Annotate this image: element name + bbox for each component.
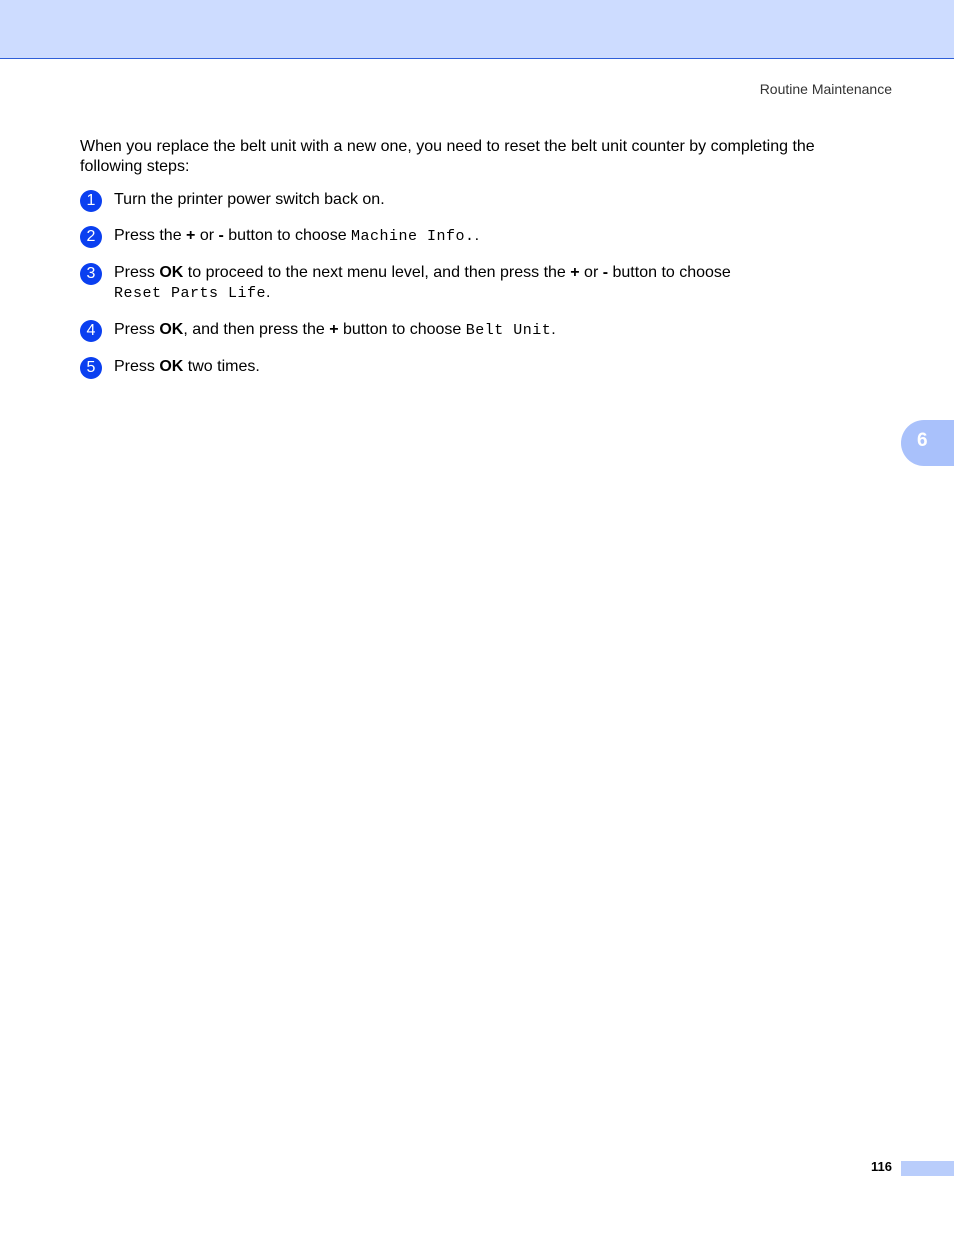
- step-number-badge: 1: [80, 190, 102, 212]
- step-number-badge: 3: [80, 263, 102, 285]
- page-number: 116: [871, 1159, 892, 1174]
- menu-option-text: Reset Parts Life: [114, 285, 267, 302]
- step-text: [114, 358, 260, 375]
- key-label: OK: [159, 264, 184, 281]
- step-text-run: button to choose: [608, 264, 731, 281]
- step-text: [114, 227, 479, 244]
- menu-option-text: Machine Info.: [351, 228, 475, 245]
- chapter-tab: 6: [901, 420, 954, 466]
- step-text: [114, 321, 556, 338]
- key-label: +: [329, 321, 339, 338]
- step-text-run: Press: [114, 264, 160, 281]
- step-text-run: button to choose: [223, 227, 352, 244]
- step-text-run: or: [579, 264, 603, 281]
- intro-paragraph: When you replace the belt unit with a new one, you need to reset the belt unit counter by completing the following steps:: [80, 138, 815, 175]
- step-text-run: , and then press the: [183, 321, 330, 338]
- step-text-run: .: [474, 227, 480, 244]
- step-number-badge: 5: [80, 357, 102, 379]
- step-text-run: two times.: [183, 358, 260, 375]
- step-text-run: .: [551, 321, 556, 338]
- step-text-run: .: [266, 284, 271, 301]
- step-text-run: to proceed to the next menu level, and then press the: [183, 264, 571, 281]
- step-text-run: Press the: [114, 227, 187, 244]
- running-header: Routine Maintenance: [759, 81, 892, 97]
- key-label: -: [602, 264, 609, 281]
- step-text-run: Press: [114, 358, 160, 375]
- key-label: +: [186, 227, 196, 244]
- key-label: -: [218, 227, 224, 244]
- step-4: [80, 320, 880, 341]
- step-text-run: or: [195, 227, 219, 244]
- key-label: OK: [159, 321, 184, 338]
- menu-option-text: Belt Unit: [465, 322, 552, 339]
- step-2: [80, 226, 880, 247]
- step-text-run: Turn the printer power switch back on.: [114, 191, 385, 208]
- step-text: [114, 264, 731, 301]
- step-3: [80, 263, 880, 304]
- step-number-badge: 2: [80, 226, 102, 248]
- step-text-run: button to choose: [338, 321, 466, 338]
- page-number-bar: [901, 1161, 954, 1176]
- steps-list: [80, 190, 880, 377]
- step-5: [80, 357, 880, 377]
- key-label: OK: [159, 358, 184, 375]
- step-text-run: Press: [114, 321, 160, 338]
- step-1: [80, 190, 880, 210]
- header-band: [0, 0, 954, 59]
- key-label: +: [570, 264, 580, 281]
- step-number-badge: 4: [80, 320, 102, 342]
- step-text: [114, 191, 385, 208]
